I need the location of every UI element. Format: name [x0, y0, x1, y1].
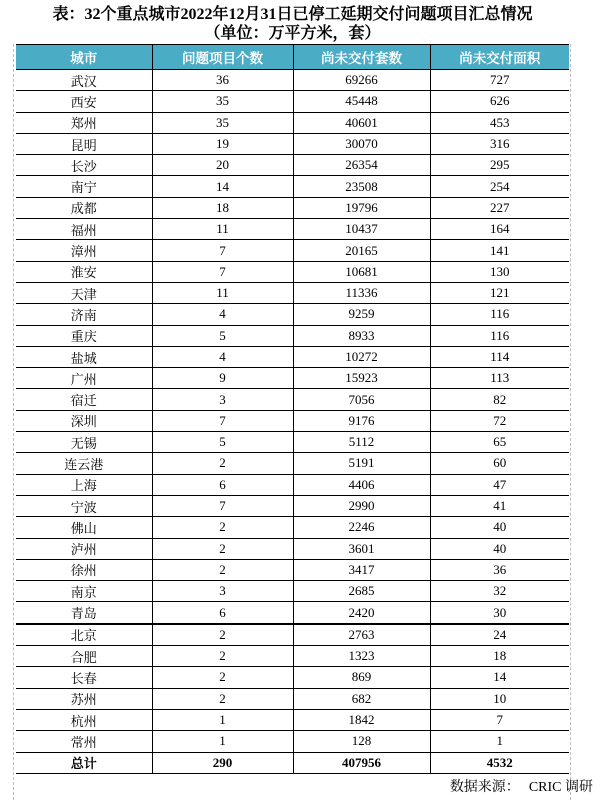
- value-cell: 40601: [293, 112, 430, 133]
- value-cell: 40: [430, 517, 569, 538]
- table-row: [16, 602, 569, 624]
- value-cell: 72: [430, 410, 569, 431]
- value-cell: 23508: [293, 176, 430, 197]
- value-cell: 32: [430, 581, 569, 602]
- table-row: [16, 346, 569, 367]
- city-cell: 合肥: [16, 646, 152, 667]
- value-cell: 26354: [293, 155, 430, 176]
- city-cell: 淮安: [16, 261, 152, 282]
- data-source-value: CRIC 调研: [528, 780, 593, 795]
- table-row: [16, 240, 569, 261]
- value-cell: 7: [152, 240, 293, 261]
- value-cell: 227: [430, 197, 569, 218]
- table-row: [16, 304, 569, 325]
- value-cell: 869: [293, 667, 430, 688]
- value-cell: 18: [152, 197, 293, 218]
- table-row: [16, 133, 569, 154]
- city-cell: 济南: [16, 304, 152, 325]
- value-cell: 2: [152, 688, 293, 709]
- table-title-line2: （单位：万平方米，套）: [204, 25, 381, 42]
- value-cell: 40: [430, 538, 569, 559]
- city-cell: 武汉: [16, 70, 152, 91]
- value-cell: 113: [430, 368, 569, 389]
- value-cell: 7: [152, 410, 293, 431]
- value-cell: 7: [430, 709, 569, 730]
- value-cell: 1842: [293, 709, 430, 730]
- value-cell: 9259: [293, 304, 430, 325]
- value-cell: 4532: [430, 752, 569, 773]
- table-row: [16, 646, 569, 667]
- value-cell: 7: [152, 261, 293, 282]
- city-cell: 苏州: [16, 688, 152, 709]
- header-city: 城市: [16, 45, 152, 70]
- value-cell: 727: [430, 70, 569, 91]
- data-source: [450, 776, 593, 796]
- value-cell: 20: [152, 155, 293, 176]
- city-cell: 青岛: [16, 602, 152, 624]
- value-cell: 116: [430, 325, 569, 346]
- value-cell: 453: [430, 112, 569, 133]
- city-cell: 连云港: [16, 453, 152, 474]
- city-cell: 福州: [16, 219, 152, 240]
- city-cell: 昆明: [16, 133, 152, 154]
- value-cell: 2685: [293, 581, 430, 602]
- table-row: [16, 261, 569, 282]
- city-cell: 广州: [16, 368, 152, 389]
- header-problem-project-count: 问题项目个数: [152, 45, 293, 70]
- value-cell: 164: [430, 219, 569, 240]
- value-cell: 47: [430, 474, 569, 495]
- value-cell: 35: [152, 91, 293, 112]
- table-row: [16, 453, 569, 474]
- value-cell: 6: [152, 602, 293, 624]
- value-cell: 407956: [293, 752, 430, 773]
- value-cell: 4406: [293, 474, 430, 495]
- table-header: [16, 45, 569, 70]
- table-row: [16, 559, 569, 580]
- total-row: [16, 752, 569, 773]
- city-cell: 天津: [16, 282, 152, 303]
- value-cell: 3: [152, 389, 293, 410]
- table-row: [16, 667, 569, 688]
- page-break-guide-right: [570, 44, 571, 800]
- value-cell: 69266: [293, 70, 430, 91]
- value-cell: 3601: [293, 538, 430, 559]
- city-cell: 南宁: [16, 176, 152, 197]
- value-cell: 11: [152, 282, 293, 303]
- value-cell: 316: [430, 133, 569, 154]
- city-cell: 无锡: [16, 432, 152, 453]
- city-cell: 宁波: [16, 495, 152, 516]
- table-row: [16, 688, 569, 709]
- value-cell: 4: [152, 346, 293, 367]
- value-cell: 41: [430, 495, 569, 516]
- value-cell: 10437: [293, 219, 430, 240]
- value-cell: 2420: [293, 602, 430, 624]
- table-row: [16, 91, 569, 112]
- value-cell: 1: [152, 731, 293, 752]
- value-cell: 5: [152, 432, 293, 453]
- table-row: [16, 197, 569, 218]
- table-row: [16, 155, 569, 176]
- city-cell: 漳州: [16, 240, 152, 261]
- city-cell: 北京: [16, 624, 152, 646]
- value-cell: 35: [152, 112, 293, 133]
- value-cell: 6: [152, 474, 293, 495]
- city-cell: 成都: [16, 197, 152, 218]
- value-cell: 114: [430, 346, 569, 367]
- city-cell: 南京: [16, 581, 152, 602]
- value-cell: 19796: [293, 197, 430, 218]
- value-cell: 116: [430, 304, 569, 325]
- value-cell: 2: [152, 646, 293, 667]
- city-cell: 杭州: [16, 709, 152, 730]
- value-cell: 128: [293, 731, 430, 752]
- table-row: [16, 538, 569, 559]
- value-cell: 36: [152, 70, 293, 91]
- header-undelivered-area: 尚未交付面积: [430, 45, 569, 70]
- header-undelivered-units: 尚未交付套数: [293, 45, 430, 70]
- value-cell: 295: [430, 155, 569, 176]
- value-cell: 130: [430, 261, 569, 282]
- value-cell: 2763: [293, 624, 430, 646]
- value-cell: 5112: [293, 432, 430, 453]
- value-cell: 3417: [293, 559, 430, 580]
- table-row: [16, 112, 569, 133]
- table-row: [16, 517, 569, 538]
- value-cell: 65: [430, 432, 569, 453]
- value-cell: 5: [152, 325, 293, 346]
- city-cell: 泸州: [16, 538, 152, 559]
- table-row: [16, 624, 569, 646]
- value-cell: 9: [152, 368, 293, 389]
- city-cell: 常州: [16, 731, 152, 752]
- city-delivery-table: [16, 44, 569, 774]
- table-row: [16, 389, 569, 410]
- value-cell: 45448: [293, 91, 430, 112]
- city-cell: 长沙: [16, 155, 152, 176]
- value-cell: 30: [430, 602, 569, 624]
- value-cell: 7056: [293, 389, 430, 410]
- city-cell: 上海: [16, 474, 152, 495]
- value-cell: 14: [430, 667, 569, 688]
- table-row: [16, 282, 569, 303]
- value-cell: 1: [152, 709, 293, 730]
- value-cell: 14: [152, 176, 293, 197]
- page-break-guide-left: [13, 44, 14, 800]
- table-row: [16, 709, 569, 730]
- value-cell: 2: [152, 517, 293, 538]
- value-cell: 682: [293, 688, 430, 709]
- value-cell: 30070: [293, 133, 430, 154]
- city-cell: 总计: [16, 752, 152, 773]
- value-cell: 626: [430, 91, 569, 112]
- city-cell: 佛山: [16, 517, 152, 538]
- value-cell: 141: [430, 240, 569, 261]
- value-cell: 2: [152, 538, 293, 559]
- value-cell: 11336: [293, 282, 430, 303]
- city-cell: 徐州: [16, 559, 152, 580]
- value-cell: 2990: [293, 495, 430, 516]
- table-title: [0, 5, 585, 43]
- city-cell: 盐城: [16, 346, 152, 367]
- value-cell: 10: [430, 688, 569, 709]
- table-row: [16, 474, 569, 495]
- value-cell: 1: [430, 731, 569, 752]
- value-cell: 8933: [293, 325, 430, 346]
- value-cell: 2: [152, 453, 293, 474]
- city-cell: 郑州: [16, 112, 152, 133]
- table-body: [16, 70, 569, 774]
- city-cell: 长春: [16, 667, 152, 688]
- value-cell: 82: [430, 389, 569, 410]
- value-cell: 7: [152, 495, 293, 516]
- table-row: [16, 368, 569, 389]
- table-row: [16, 219, 569, 240]
- value-cell: 3: [152, 581, 293, 602]
- value-cell: 5191: [293, 453, 430, 474]
- header-row: [16, 45, 569, 70]
- value-cell: 24: [430, 624, 569, 646]
- value-cell: 36: [430, 559, 569, 580]
- table-row: [16, 495, 569, 516]
- value-cell: 10681: [293, 261, 430, 282]
- value-cell: 10272: [293, 346, 430, 367]
- city-cell: 西安: [16, 91, 152, 112]
- value-cell: 2: [152, 624, 293, 646]
- table-row: [16, 432, 569, 453]
- city-cell: 深圳: [16, 410, 152, 431]
- city-cell: 重庆: [16, 325, 152, 346]
- value-cell: 290: [152, 752, 293, 773]
- value-cell: 60: [430, 453, 569, 474]
- data-source-label: 数据来源：: [449, 780, 520, 795]
- value-cell: 4: [152, 304, 293, 325]
- table-row: [16, 325, 569, 346]
- table-row: [16, 70, 569, 91]
- value-cell: 2246: [293, 517, 430, 538]
- value-cell: 2: [152, 667, 293, 688]
- value-cell: 20165: [293, 240, 430, 261]
- value-cell: 2: [152, 559, 293, 580]
- value-cell: 121: [430, 282, 569, 303]
- value-cell: 9176: [293, 410, 430, 431]
- city-cell: 宿迁: [16, 389, 152, 410]
- table-row: [16, 176, 569, 197]
- value-cell: 1323: [293, 646, 430, 667]
- table-row: [16, 410, 569, 431]
- table-row: [16, 731, 569, 752]
- table-title-line1: 表：32个重点城市2022年12月31日已停工延期交付问题项目汇总情况: [52, 6, 533, 23]
- value-cell: 254: [430, 176, 569, 197]
- value-cell: 18: [430, 646, 569, 667]
- value-cell: 11: [152, 219, 293, 240]
- table-row: [16, 581, 569, 602]
- value-cell: 15923: [293, 368, 430, 389]
- value-cell: 19: [152, 133, 293, 154]
